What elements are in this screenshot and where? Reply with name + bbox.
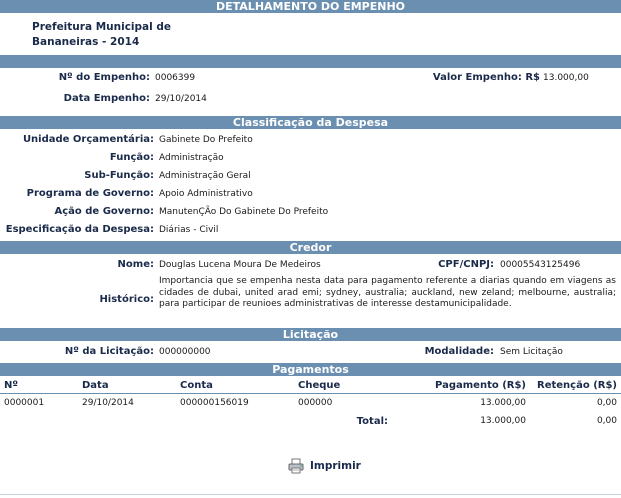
- print-label[interactable]: Imprimir: [310, 460, 361, 472]
- print-button[interactable]: [288, 458, 361, 474]
- row-retencao: 0,00: [596, 398, 617, 408]
- payments-table-wrapper: [0, 377, 621, 430]
- historico-label: Histórico:: [99, 294, 154, 305]
- institution-name: [32, 20, 171, 50]
- bidding-header: Licitação: [0, 328, 621, 341]
- programa-governo-label: Programa de Governo:: [26, 188, 154, 199]
- total-label: Total:: [356, 415, 388, 427]
- sub-funcao-value: Administração Geral: [159, 171, 251, 181]
- total-pagamento: 13.000,00: [480, 416, 526, 426]
- unidade-orcamentaria-label: Unidade Orçamentária:: [22, 134, 154, 145]
- programa-governo-value: Apoio Administrativo: [159, 189, 253, 199]
- table-row: [0, 394, 621, 413]
- total-row: [0, 412, 621, 430]
- row-conta: 000000156019: [180, 398, 249, 408]
- empenho-value: 13.000,00: [543, 73, 589, 83]
- classification-header: Classificação da Despesa: [0, 116, 621, 129]
- creditor-cpf-label: CPF/CNPJ:: [438, 259, 494, 270]
- row-data: 29/10/2014: [82, 398, 134, 408]
- sub-funcao-label: Sub-Função:: [84, 170, 154, 181]
- funcao-value: Administração: [159, 153, 224, 163]
- total-retencao: 0,00: [596, 416, 617, 426]
- footer-divider: [0, 494, 621, 495]
- payments-header-row: [0, 377, 621, 394]
- row-pagamento: 13.000,00: [480, 398, 526, 408]
- institution-line-1: Prefeitura Municipal de: [32, 21, 172, 33]
- funcao-label: Função:: [109, 152, 154, 163]
- creditor-header: Credor: [0, 241, 621, 254]
- especificacao-despesa-value: Diárias - Civil: [159, 225, 219, 235]
- page-title: DETALHAMENTO DO EMPENHO: [0, 0, 621, 13]
- empenho-number-label: Nº do Empenho:: [58, 72, 150, 83]
- bidding-number-label: Nº da Licitação:: [64, 346, 154, 357]
- bidding-modality-value: Sem Licitação: [500, 347, 563, 357]
- institution-line-2: Bananeiras - 2014: [32, 36, 140, 48]
- especificacao-despesa-label: Especificação da Despesa:: [5, 224, 154, 235]
- creditor-name-label: Nome:: [117, 259, 154, 270]
- col-data: Data: [78, 377, 176, 394]
- col-numero: Nº: [0, 377, 78, 394]
- col-pagamento: Pagamento (R$): [392, 377, 530, 394]
- col-conta: Conta: [176, 377, 294, 394]
- bidding-modality-label: Modalidade:: [424, 346, 494, 357]
- col-retencao: Retenção (R$): [530, 377, 621, 394]
- payments-header: Pagamentos: [0, 363, 621, 376]
- acao-governo-label: Ação de Governo:: [54, 206, 154, 217]
- section-divider: [0, 55, 621, 68]
- empenho-value-label: Valor Empenho: R$: [432, 72, 540, 83]
- bidding-number-value: 000000000: [159, 347, 211, 357]
- creditor-name-value: Douglas Lucena Moura De Medeiros: [159, 260, 321, 270]
- empenho-number-value: 0006399: [155, 73, 196, 83]
- col-cheque: Cheque: [294, 377, 392, 394]
- empenho-date-label: Data Empenho:: [63, 93, 150, 104]
- historico-value: Importancia que se empenha nesta data para pagamento referente a diarias quando em viagens as cidades de dubai, united arad emi; sydney, australia; auckland, new zeland; melbourne, australia; para participar de reunioes administrativas de interesse destamunicipalidade.: [159, 276, 616, 309]
- empenho-date-value: 29/10/2014: [155, 94, 207, 104]
- payments-table: [0, 377, 621, 430]
- unidade-orcamentaria-value: Gabinete Do Prefeito: [159, 135, 253, 145]
- printer-icon: [288, 458, 304, 474]
- row-numero: 0000001: [4, 398, 45, 408]
- creditor-cpf-value: 00005543125496: [500, 260, 581, 270]
- row-cheque: 000000: [298, 398, 333, 408]
- acao-governo-value: ManutenÇÃo Do Gabinete Do Prefeito: [159, 207, 329, 217]
